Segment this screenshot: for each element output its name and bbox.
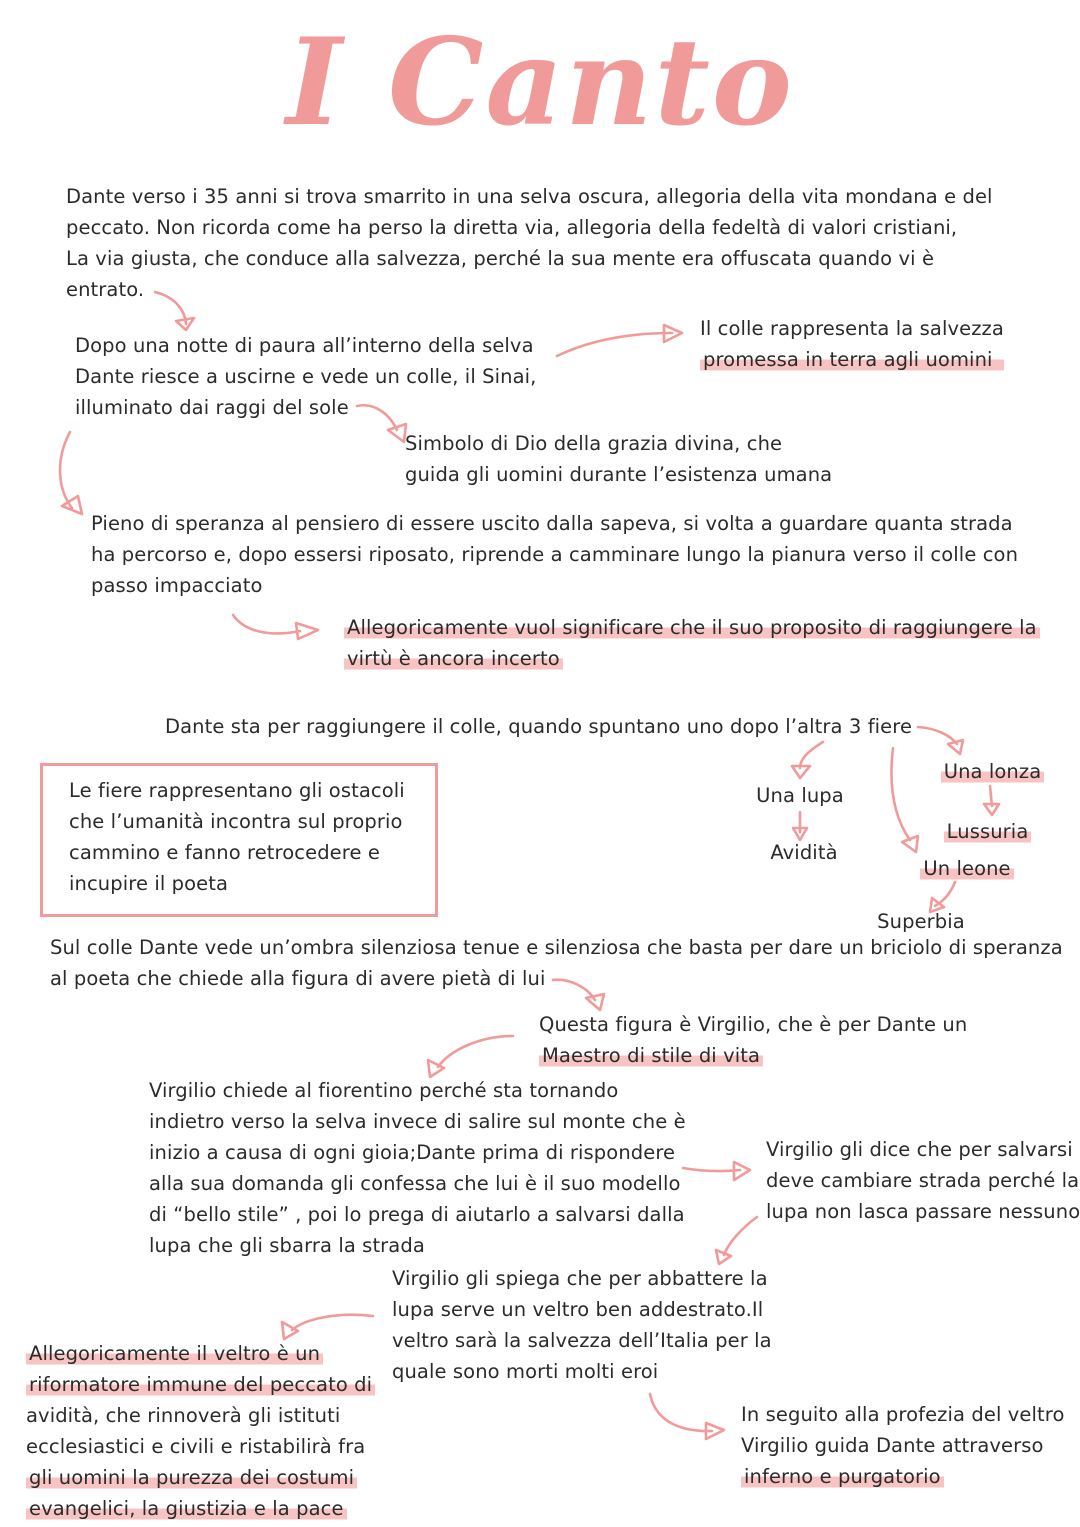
sole-note-line: guida gli uomini durante l’esistenza umana (405, 463, 833, 486)
allegoria-veltro (26, 1338, 375, 1524)
speranza-line: Pieno di speranza al pensiero di essere uscito dalla sapeva, si volta a guardare quanta strada (91, 512, 1013, 535)
colle-note (700, 313, 1004, 375)
arrow-allegoria-veltro (282, 1315, 373, 1339)
salvarsi-note-line: lupa non lasca passare nessuno (766, 1200, 1080, 1223)
finale-line: inferno e purgatorio (741, 1461, 944, 1492)
salvarsi-note-line: Virgilio gli dice che per salvarsi (766, 1138, 1073, 1161)
arrow-salvarsi (683, 1162, 750, 1180)
dialogo-line: Virgilio chiede al fiorentino perché sta tornando (149, 1079, 619, 1102)
finale-line: Virgilio guida Dante attraverso (741, 1434, 1044, 1457)
intro-line: La via giusta, che conduce alla salvezza, perché la sua mente era offuscata quando vi è (66, 247, 935, 270)
ombra-line: al poeta che chiede alla figura di avere pietà di lui (50, 967, 546, 990)
dialogo-line: alla sua domanda gli confessa che lui è il suo modello (149, 1172, 681, 1195)
arrow-lussuria (984, 786, 999, 815)
allegoria-veltro-line: gli uomini la purezza dei costumi (26, 1462, 357, 1493)
fiere-intro-line: Dante sta per raggiungere il colle, quando spuntano uno dopo l’altra 3 fiere (165, 715, 913, 738)
dialogo-line: indietro verso la selva invece di salire sul monte che è (149, 1110, 686, 1133)
fiera-leone-label: Un leone (920, 853, 1013, 884)
allegoria-veltro-line: Allegoricamente il veltro è un (26, 1338, 323, 1369)
page-title: I Canto (286, 12, 794, 153)
veltro-line: Virgilio gli spiega che per abbattere la (392, 1267, 768, 1290)
allegoria-note-line: virtù è ancora incerto (344, 643, 563, 674)
vizio-superbia-label: Superbia (877, 910, 965, 933)
allegoria-veltro-line: avidità, che rinnoverà gli istituti (26, 1404, 341, 1427)
fiera-lonza (930, 756, 1055, 787)
allegoria-veltro-line: ecclesiastici e civili e ristabilirà fra (26, 1435, 366, 1458)
speranza-paragraph (91, 508, 1018, 601)
arrow-lupa (792, 742, 823, 778)
finale-line: In seguito alla profezia del veltro (741, 1403, 1065, 1426)
fiere-box-line: Le fiere rappresentano gli ostacoli (69, 779, 405, 802)
arrow-virgilio (428, 1036, 513, 1077)
allegoria-note-line: Allegoricamente vuol significare che il suo proposito di raggiungere la (344, 612, 1040, 643)
arrow-colle (557, 325, 682, 356)
uscita-line: Dopo una notte di paura all’interno della selva (75, 334, 534, 357)
arrow-passo (233, 615, 318, 639)
arrow-lonza (918, 727, 963, 754)
arrow-veltro-spiega (716, 1217, 757, 1264)
uscita-line: illuminato dai raggi del sole (75, 396, 349, 419)
veltro-paragraph (392, 1263, 772, 1387)
colle-note-line: promessa in terra agli uomini (700, 344, 1004, 375)
fiere-box-line: cammino e fanno retrocedere e (69, 841, 380, 864)
arrow-left-loop (60, 432, 82, 514)
allegoria-note (344, 612, 1040, 674)
speranza-line: passo impacciato (91, 574, 263, 597)
virgilio-note (539, 1009, 967, 1071)
virgilio-note-line: Maestro di stile di vita (539, 1040, 763, 1071)
intro-line: peccato. Non ricorda come ha perso la diretta via, allegoria della fedeltà di valori cristiani, (66, 216, 958, 239)
intro-line: Dante verso i 35 anni si trova smarrito in una selva oscura, allegoria della vita mondana e del (66, 185, 993, 208)
vizio-avidita-label: Avidità (770, 841, 838, 864)
colle-note-line: Il colle rappresenta la salvezza (700, 317, 1004, 340)
uscita-paragraph (75, 330, 536, 423)
fiere-box-line: che l’umanità incontra sul proprio (69, 810, 403, 833)
vizio-lussuria (930, 816, 1045, 847)
fiere-box-text (69, 775, 405, 899)
allegoria-veltro-line: riformatore immune del peccato di (26, 1369, 375, 1400)
fiera-leone (912, 853, 1022, 884)
sole-note (405, 428, 832, 490)
fiera-lupa (740, 780, 860, 811)
intro-line: entrato. (66, 278, 145, 301)
dialogo-line: lupa che gli sbarra la strada (149, 1234, 425, 1257)
arrow-leone (892, 748, 918, 852)
fiera-lonza-label: Una lonza (941, 756, 1045, 787)
veltro-line: quale sono morti molti eroi (392, 1360, 659, 1383)
veltro-line: veltro sarà la salvezza dell’Italia per la (392, 1329, 772, 1352)
dialogo-line: di “bello stile” , poi lo prega di aiutarlo a salvarsi dalla (149, 1203, 685, 1226)
fiere-box-line: incupire il poeta (69, 872, 229, 895)
fiera-lupa-label: Una lupa (756, 784, 844, 807)
speranza-line: ha percorso e, dopo essersi riposato, riprende a camminare lungo la pianura verso il colle con (91, 543, 1019, 566)
vizio-avidita (744, 837, 864, 868)
virgilio-note-line: Questa figura è Virgilio, che è per Dante un (539, 1013, 968, 1036)
salvarsi-note (766, 1134, 1080, 1227)
allegoria-veltro-line: evangelici, la giustizia e la pace (26, 1493, 347, 1524)
ombra-paragraph (50, 932, 1063, 994)
fiere-intro (165, 711, 912, 742)
dialogo-line: inizio a causa di ogni gioia;Dante prima di rispondere (149, 1141, 676, 1164)
intro-paragraph (66, 181, 993, 305)
arrow-finale (650, 1394, 724, 1439)
veltro-line: lupa serve un veltro ben addestrato.Il (392, 1298, 764, 1321)
dialogo-paragraph (149, 1075, 686, 1261)
uscita-line: Dante riesce a uscirne e vede un colle, il Sinai, (75, 365, 537, 388)
sole-note-line: Simbolo di Dio della grazia divina, che (405, 432, 783, 455)
vizio-lussuria-label: Lussuria (944, 816, 1032, 847)
finale-note (741, 1399, 1065, 1492)
arrow-avidita (793, 812, 807, 840)
ombra-line: Sul colle Dante vede un’ombra silenziosa tenue e silenziosa che basta per dare un briciolo di speranza (50, 936, 1063, 959)
salvarsi-note-line: deve cambiare strada perché la (766, 1169, 1080, 1192)
